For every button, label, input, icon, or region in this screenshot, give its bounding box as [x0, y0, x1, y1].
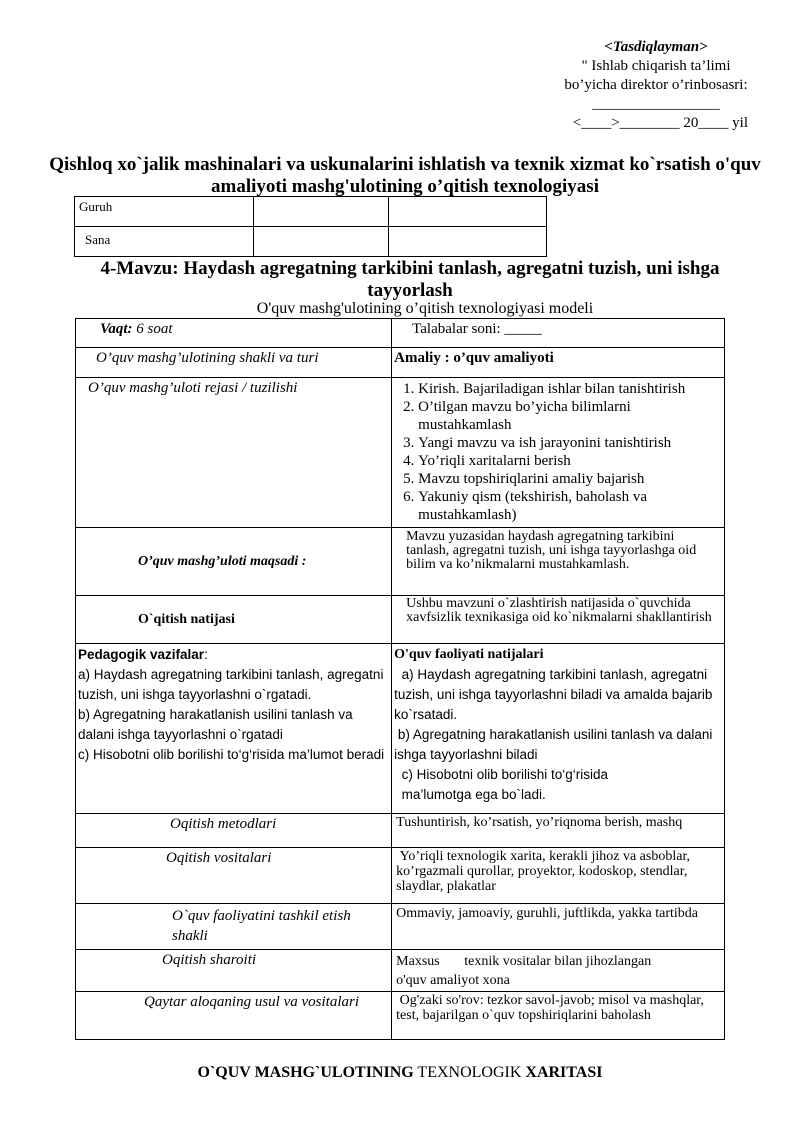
feedback-value-cell — [392, 992, 725, 1040]
feedback-label: Qaytar aloqaning usul va vositalari — [144, 994, 359, 1010]
org-label: O`quv faoliyatini tashkil etish shakli — [172, 908, 351, 944]
table-row — [76, 848, 725, 904]
list-item: 1. Kirish. Bajariladigan ishlar bilan tanishtirish — [418, 380, 724, 398]
table-row — [76, 596, 725, 644]
approval-block — [540, 38, 772, 133]
goal-label-cell — [76, 528, 392, 596]
table-row — [76, 348, 725, 378]
table-row — [76, 814, 725, 848]
activity-item: ma’lumotga ega bo`ladi. — [394, 787, 546, 802]
goal-label: O’quv mashg’uloti maqsadi : — [138, 553, 307, 569]
tools-value-cell — [392, 848, 725, 904]
list-item: 6. Yakuniy qism (tekshirish, baholash va mustahkamlash) — [418, 488, 724, 524]
conditions-value-line2: o'quv amaliyot xona — [396, 973, 510, 988]
activity-title: O'quv faoliyati natijalari — [394, 647, 544, 662]
table-row — [76, 644, 725, 814]
pedagogic-item: a) Haydash agregatning tarkibini tanlash, agregatni tuzish, uni ishga tayyorlashni o`rgatadi. — [78, 667, 384, 702]
technological-map-heading — [60, 1064, 740, 1082]
activity-item: c) Hisobotni olib borilishi to‘g‘risida — [394, 767, 609, 782]
pedagogic-colon: : — [204, 647, 208, 662]
shape-label: O’quv mashg’ulotining shakli va turi — [96, 350, 319, 366]
plan-list — [392, 380, 724, 524]
topic-heading: 4-Mavzu: Haydash agregatning tarkibini tanlash, agregatni tuzish, uni ishga tayyorlash — [100, 258, 720, 301]
table-row — [76, 950, 725, 992]
result-value: Ushbu mavzuni o`zlashtirish natijasida o`quvchida xavfsizlik texnikasiga oid ko`nikmalarni shakllantirish — [406, 596, 712, 625]
plan-value-cell — [392, 378, 725, 528]
pedagogic-title: Pedagogik vazifalar — [78, 647, 205, 662]
group-label-cell — [75, 197, 254, 227]
result-label-cell — [76, 596, 392, 644]
conditions-label: Oqitish sharoiti — [162, 952, 257, 968]
org-value-cell — [392, 904, 725, 950]
activity-item: b) Agregatning harakatlanish usilini tanlash va dalani ishga tayyorlashni biladi — [394, 727, 717, 762]
time-label: Vaqt: — [100, 321, 133, 337]
feedback-value: Og'zaki so'rov: tezkor savol-javob; misol va mashqlar, test, bajarilgan o`quv topshiriqlarini baholash — [396, 993, 711, 1023]
org-value: Ommaviy, jamoaviy, guruhli, juftlikda, yakka tartibda — [396, 906, 698, 921]
table-row — [76, 904, 725, 950]
conditions-value-line1: Maxsus texnik vositalar bilan jihozlangan — [396, 954, 652, 969]
time-cell — [76, 319, 392, 348]
students-count: Talabalar soni: _____ — [412, 321, 542, 337]
date-value-cell-2 — [389, 227, 547, 257]
shape-value-cell — [392, 348, 725, 378]
shape-value: Amaliy : o’quv amaliyoti — [394, 350, 554, 366]
group-date-table — [74, 196, 547, 257]
footer-part2: TEXNOLOGIK — [413, 1064, 526, 1081]
tools-label-cell — [76, 848, 392, 904]
group-label: Guruh — [79, 199, 113, 214]
approval-position-line2: bo’yicha direktor o’rinbosasri: — [564, 77, 748, 93]
methods-label-cell — [76, 814, 392, 848]
students-cell — [392, 319, 725, 348]
date-label-cell — [75, 227, 254, 257]
tools-value: Yo’riqli texnologik xarita, kerakli jihoz va asboblar, ko’rgazmali qurollar, proyektor, kodoskop, stendlar, slaydlar, plakatlar — [396, 849, 694, 894]
time-value: 6 soat — [136, 321, 173, 337]
approval-heading: <Tasdiqlayman> — [604, 39, 708, 55]
table-row — [76, 319, 725, 348]
methods-label: Oqitish metodlari — [170, 816, 277, 832]
table-row — [76, 378, 725, 528]
list-item: 3. Yangi mavzu va ish jarayonini tanishtirish — [418, 434, 724, 452]
footer-part3: XARITASI — [525, 1064, 603, 1081]
date-value-cell-1 — [254, 227, 389, 257]
goal-value-cell — [392, 528, 725, 596]
model-subtitle: O'quv mashg'ulotining o’qitish texnologiyasi modeli — [256, 300, 594, 317]
methods-value: Tushuntirish, ko’rsatish, yo’riqnoma berish, mashq — [396, 815, 683, 830]
feedback-label-cell — [76, 992, 392, 1040]
activity-cell — [392, 644, 725, 814]
footer-part1: O`QUV MASHG`ULOTINING — [197, 1064, 414, 1081]
approval-signature-line: _________________ — [592, 96, 720, 112]
plan-label-cell — [76, 378, 392, 528]
list-item: 5. Mavzu topshiriqlarini amaliy bajarish — [418, 470, 724, 488]
conditions-value-cell — [392, 950, 725, 992]
model-table — [75, 318, 725, 1040]
approval-position-line1: " Ishlab chiqarish ta’limi — [581, 58, 731, 74]
table-row — [76, 528, 725, 596]
pedagogic-item: c) Hisobotni olib borilishi to‘g‘risida ma’lumot beradi — [78, 747, 385, 762]
result-label: O`qitish natijasi — [138, 611, 235, 627]
table-row — [76, 992, 725, 1040]
goal-value: Mavzu yuzasidan haydash agregatning tarkibini tanlash, agregatni tuzish, uni ishga tayyorlashga oid bilim va ko’nikmalarni mustahkamlash. — [406, 529, 697, 572]
group-value-cell-1 — [254, 197, 389, 227]
activity-item: a) Haydash agregatning tarkibini tanlash, agregatni tuzish, uni ishga tayyorlashni biladi va amalda bajarib ko`rsatadi. — [394, 667, 717, 722]
result-value-cell — [392, 596, 725, 644]
list-item: 2. O’tilgan mavzu bo’yicha bilimlarni mustahkamlash — [418, 398, 724, 434]
plan-label: O’quv mashg’uloti rejasi / tuzilishi — [88, 380, 298, 396]
shape-label-cell — [76, 348, 392, 378]
conditions-label-cell — [76, 950, 392, 992]
list-item: 4. Yo’riqli xaritalarni berish — [418, 452, 724, 470]
methods-value-cell — [392, 814, 725, 848]
org-label-cell — [76, 904, 392, 950]
group-value-cell-2 — [389, 197, 547, 227]
date-label: Sana — [85, 232, 111, 247]
pedagogic-cell — [76, 644, 392, 814]
tools-label: Oqitish vositalari — [166, 850, 272, 866]
pedagogic-item: b) Agregatning harakatlanish usilini tanlash va dalani ishga tayyorlashni o`rgatadi — [78, 707, 353, 742]
document-title: Qishloq xo`jalik mashinalari va uskunalarini ishlatish va texnik xizmat ko`rsatish o'quv amaliyoti mashg'ulotining o’qitish texnologiyasi — [49, 154, 761, 197]
approval-date-line: <____>________ 20____ yil — [572, 115, 748, 131]
